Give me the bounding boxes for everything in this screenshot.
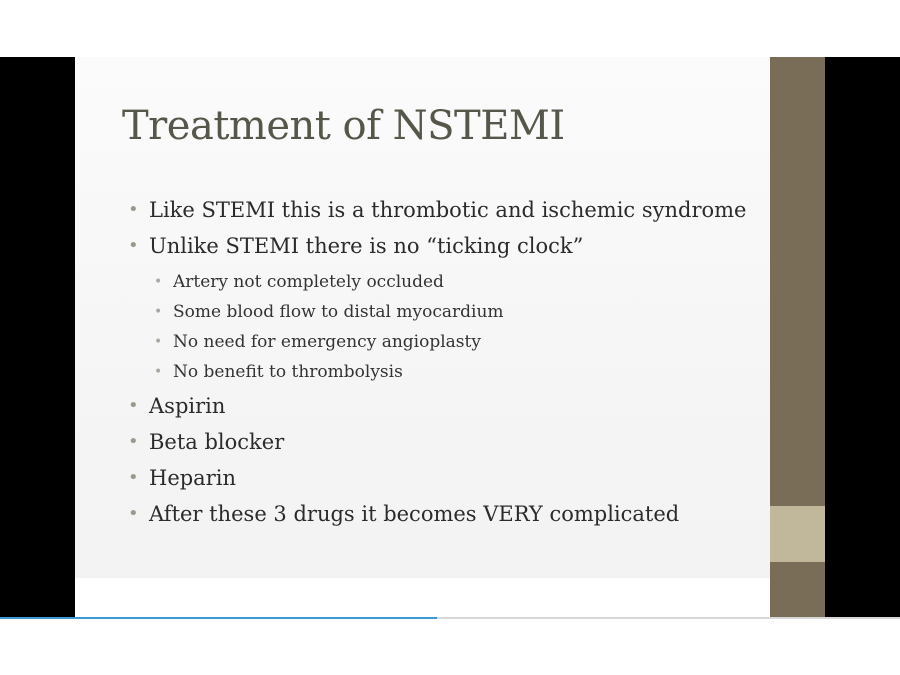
video-progress-fill[interactable] xyxy=(0,617,437,619)
sub-bullet-list xyxy=(128,267,748,387)
slide-accent-block xyxy=(770,506,825,562)
bullet-item xyxy=(128,195,748,225)
bullet-item xyxy=(128,463,748,493)
sub-bullet-group xyxy=(128,267,748,387)
sub-bullet-item: • No benefit to thrombolysis xyxy=(154,357,748,387)
bullet-list xyxy=(128,195,748,535)
bullet-text: Aspirin xyxy=(149,394,226,418)
bullet-item xyxy=(128,499,748,529)
slide-title: Treatment of NSTEMI xyxy=(122,103,565,149)
bullet-text: Beta blocker xyxy=(149,430,285,454)
sub-bullet-item: • No need for emergency angioplasty xyxy=(154,327,748,357)
bullet-text: Unlike STEMI there is no “ticking clock” xyxy=(149,234,584,258)
bullet-text: After these 3 drugs it becomes VERY complicated xyxy=(149,502,680,526)
bullet-item xyxy=(128,231,748,261)
sub-bullet-item: • Artery not completely occluded xyxy=(154,267,748,297)
video-progress-bar[interactable] xyxy=(0,617,900,619)
bullet-text: Like STEMI this is a thrombotic and ischemic syndrome xyxy=(149,198,747,222)
bullet-item xyxy=(128,391,748,421)
bullet-text: Heparin xyxy=(149,466,236,490)
slide-bottom-strip xyxy=(75,578,770,618)
sub-bullet-item: • Some blood flow to distal myocardium xyxy=(154,297,748,327)
bullet-item xyxy=(128,427,748,457)
